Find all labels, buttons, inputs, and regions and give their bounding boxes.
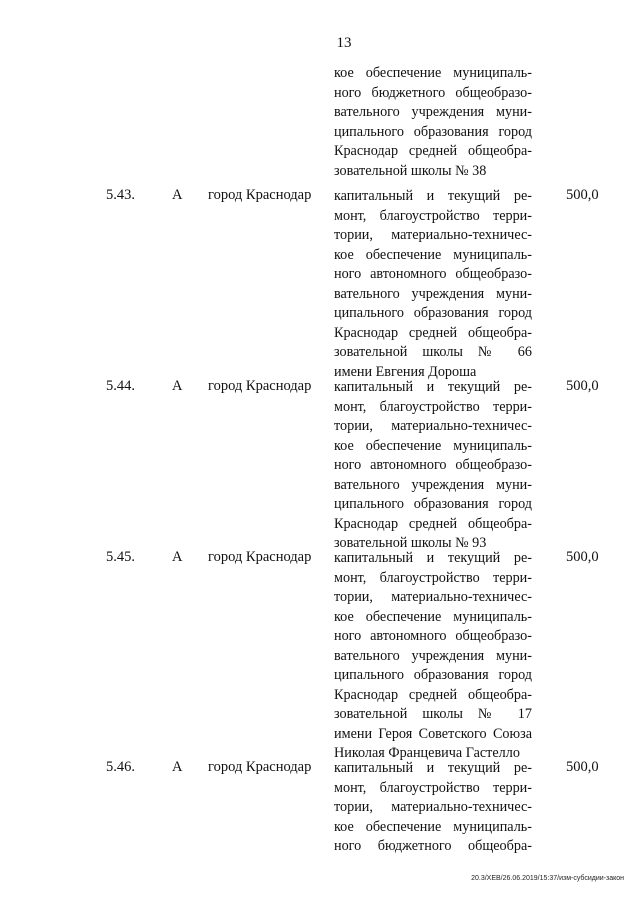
description-line: кое обеспечение муниципаль- — [334, 608, 532, 625]
row-description — [334, 759, 532, 857]
description-line: вательного учреждения муни- — [334, 647, 532, 664]
description-line: ного бюджетного общеобразо- — [334, 84, 532, 101]
description-line: монт, благоустройство терри- — [334, 398, 532, 415]
description-line: зовательной школы № 17 — [334, 706, 532, 722]
description-line: ципального образования город — [334, 305, 532, 321]
description-line: ного автономного общеобразо- — [334, 628, 532, 644]
description-line: ного бюджетного общеобра- — [334, 838, 532, 854]
description-line: капитальный и текущий ре- — [334, 550, 532, 566]
description-line: кое обеспечение муниципаль- — [334, 437, 532, 454]
description-line: ного автономного общеобразо- — [334, 457, 532, 473]
description-line: зовательной школы № 38 — [334, 162, 487, 179]
row-description — [334, 549, 532, 764]
description-line: тории, материально-техничес- — [334, 227, 532, 243]
row-municipality: город Краснодар — [208, 759, 312, 775]
description-line: Краснодар средней общеобра- — [334, 686, 532, 703]
row-category: А — [172, 549, 183, 565]
continued-description — [334, 64, 532, 181]
description-line: зовательной школы № 93 — [334, 535, 487, 551]
row-amount: 500,0 — [566, 187, 599, 203]
description-line: зовательной школы № 66 — [334, 344, 532, 360]
description-line: Николая Францевича Гастелло — [334, 745, 520, 761]
description-line: монт, благоустройство терри- — [334, 569, 532, 586]
description-line: вательного учреждения муни- — [334, 285, 532, 302]
description-line: имени Евгения Дороша — [334, 363, 477, 380]
description-line: капитальный и текущий ре- — [334, 188, 532, 204]
description-line: кое обеспечение муниципаль- — [334, 65, 532, 81]
description-line: Краснодар средней общеобра- — [334, 324, 532, 341]
description-line: тории, материально-техничес- — [334, 799, 532, 815]
description-line: тории, материально-техничес- — [334, 589, 532, 605]
row-municipality: город Краснодар — [208, 378, 312, 394]
row-description — [334, 187, 532, 382]
description-line: ципального образования город — [334, 667, 532, 683]
description-line: ного автономного общеобразо- — [334, 266, 532, 282]
description-line: кое обеспечение муниципаль- — [334, 246, 532, 263]
row-category: А — [172, 378, 183, 394]
row-number: 5.44. — [106, 378, 135, 394]
row-number: 5.46. — [106, 759, 135, 775]
row-category: А — [172, 759, 183, 775]
description-line: монт, благоустройство терри- — [334, 779, 532, 796]
description-line: ципального образования город — [334, 123, 532, 140]
row-municipality: город Краснодар — [208, 549, 312, 565]
row-description — [334, 378, 532, 554]
row-number: 5.43. — [106, 187, 135, 203]
row-amount: 500,0 — [566, 759, 599, 775]
description-line: тории, материально-техничес- — [334, 418, 532, 434]
description-line: капитальный и текущий ре- — [334, 760, 532, 776]
row-amount: 500,0 — [566, 549, 599, 565]
description-line: имени Героя Советского Союза — [334, 725, 532, 742]
row-category: А — [172, 187, 183, 203]
description-line: кое обеспечение муниципаль- — [334, 818, 532, 835]
row-number: 5.45. — [106, 549, 135, 565]
page-number: 13 — [336, 35, 352, 51]
description-line: монт, благоустройство терри- — [334, 207, 532, 224]
description-line: Краснодар средней общеобра- — [334, 143, 532, 159]
description-line: вательного учреждения муни- — [334, 104, 532, 120]
footer-document-code: 20.3/ХЕВ/26.06.2019/15:37/изм-субсидии-закон — [471, 875, 624, 882]
description-line: ципального образования город — [334, 496, 532, 512]
row-amount: 500,0 — [566, 378, 599, 394]
row-municipality: город Краснодар — [208, 187, 312, 203]
description-line: капитальный и текущий ре- — [334, 379, 532, 395]
description-line: вательного учреждения муни- — [334, 476, 532, 493]
description-line: Краснодар средней общеобра- — [334, 515, 532, 532]
